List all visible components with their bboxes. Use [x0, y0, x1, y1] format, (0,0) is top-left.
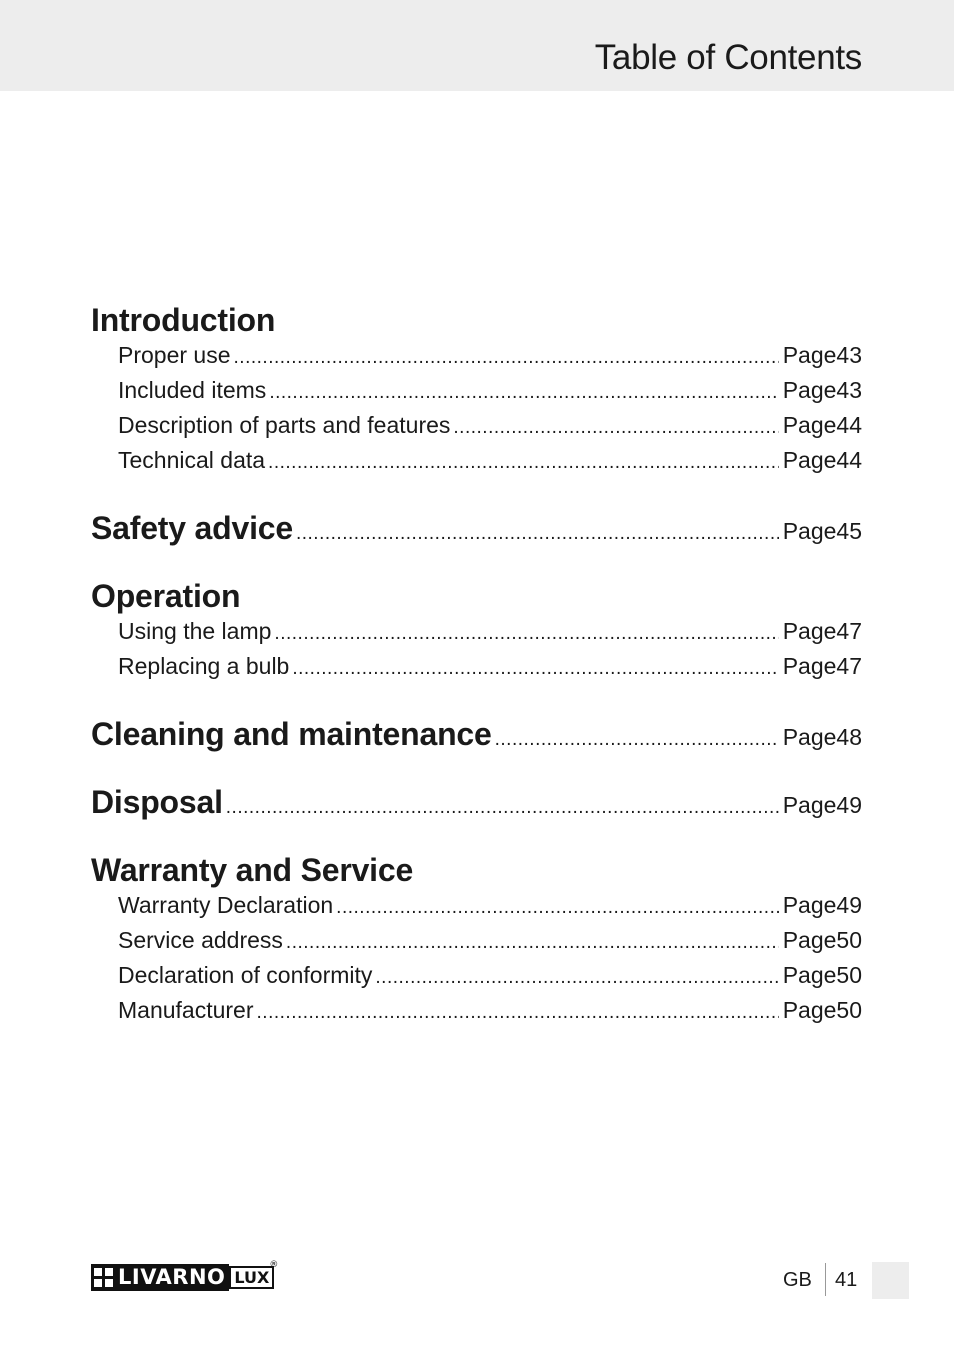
- page-number: 49: [836, 892, 862, 918]
- toc-entry[interactable]: [91, 342, 862, 377]
- dot-leader: [453, 417, 778, 439]
- footer-page-number: 41: [835, 1269, 858, 1291]
- dot-leader: [296, 523, 779, 545]
- entry-label: Manufacturer: [118, 997, 254, 1023]
- page-number: 44: [836, 412, 862, 438]
- page-footer: [0, 1255, 954, 1315]
- page-word: Page: [782, 412, 837, 438]
- section-title: Cleaning and maintenance: [91, 716, 492, 752]
- dot-leader: [286, 932, 779, 954]
- page-word: Page: [782, 892, 837, 918]
- section-title: Operation: [91, 578, 241, 614]
- page-number: 50: [836, 927, 862, 953]
- page-number: 44: [836, 447, 862, 473]
- logo-main: [91, 1264, 229, 1291]
- page-number: 50: [836, 962, 862, 988]
- toc-section-cleaning-and-maintenance[interactable]: [91, 716, 862, 756]
- page-number: 43: [836, 342, 862, 368]
- toc-section-introduction: [91, 302, 862, 482]
- page-word: Page: [782, 997, 837, 1023]
- toc-entry[interactable]: [91, 892, 862, 927]
- page-word: Page: [782, 377, 837, 403]
- section-heading: [91, 852, 862, 892]
- entry-label: Service address: [118, 927, 283, 953]
- logo-brand-text: LIVARNO: [118, 1265, 226, 1289]
- toc-entry[interactable]: [91, 377, 862, 412]
- toc-section-operation: [91, 578, 862, 688]
- entry-label: Description of parts and features: [118, 412, 451, 438]
- section-heading: [91, 510, 862, 550]
- registered-mark: ®: [269, 1260, 279, 1270]
- page-number: 48: [836, 724, 862, 750]
- page-number: 47: [836, 618, 862, 644]
- page-word: Page: [782, 618, 837, 644]
- page-title: Table of Contents: [594, 38, 862, 77]
- thumb-tab: [872, 1262, 909, 1299]
- dot-leader: [375, 967, 778, 989]
- toc-entry[interactable]: [91, 653, 862, 688]
- toc-entry[interactable]: [91, 997, 862, 1032]
- page-number: 47: [836, 653, 862, 679]
- page-word: Page: [782, 653, 837, 679]
- section-heading: [91, 578, 862, 618]
- page-number: 43: [836, 377, 862, 403]
- page-word: Page: [782, 447, 837, 473]
- page-number: 45: [836, 518, 862, 544]
- page-word: Page: [782, 962, 837, 988]
- page-word: Page: [782, 724, 837, 750]
- toc-entry[interactable]: [91, 618, 862, 653]
- dot-leader: [269, 382, 778, 404]
- section-title: Safety advice: [91, 510, 293, 546]
- section-title: Introduction: [91, 302, 276, 338]
- section-title: Disposal: [91, 784, 223, 820]
- dot-leader: [336, 897, 779, 919]
- table-of-contents: [91, 302, 862, 1032]
- dot-leader: [274, 623, 778, 645]
- dot-leader: [257, 1002, 779, 1024]
- logo-sub-text: LUX: [234, 1268, 270, 1287]
- page-word: Page: [782, 342, 837, 368]
- logo-lux-box: [229, 1260, 279, 1289]
- entry-label: Replacing a bulb: [118, 653, 290, 679]
- page-word: Page: [782, 518, 837, 544]
- entry-label: Warranty Declaration: [118, 892, 334, 918]
- dot-leader: [495, 729, 779, 751]
- entry-label: Declaration of conformity: [118, 962, 373, 988]
- logo-squares-icon: [94, 1268, 113, 1287]
- toc-section-warranty-and-service: [91, 852, 862, 1032]
- toc-entry[interactable]: [91, 962, 862, 997]
- entry-label: Proper use: [118, 342, 231, 368]
- footer-divider: [825, 1263, 826, 1296]
- brand-logo: [91, 1260, 316, 1291]
- toc-section-disposal[interactable]: [91, 784, 862, 824]
- dot-leader: [234, 347, 779, 369]
- dot-leader: [226, 797, 779, 819]
- toc-section-safety-advice[interactable]: [91, 510, 862, 550]
- page-word: Page: [782, 927, 837, 953]
- entry-label: Using the lamp: [118, 618, 272, 644]
- dot-leader: [292, 658, 778, 680]
- page-word: Page: [782, 792, 837, 818]
- toc-entry[interactable]: [91, 447, 862, 482]
- section-heading: [91, 716, 862, 756]
- section-heading: [91, 784, 862, 824]
- toc-entry[interactable]: [91, 412, 862, 447]
- section-heading: [91, 302, 862, 342]
- dot-leader: [268, 452, 779, 474]
- page-number: 50: [836, 997, 862, 1023]
- page-number: 49: [836, 792, 862, 818]
- entry-label: Included items: [118, 377, 267, 403]
- section-title: Warranty and Service: [91, 852, 414, 888]
- toc-entry[interactable]: [91, 927, 862, 962]
- entry-label: Technical data: [118, 447, 266, 473]
- language-code: GB: [783, 1269, 812, 1291]
